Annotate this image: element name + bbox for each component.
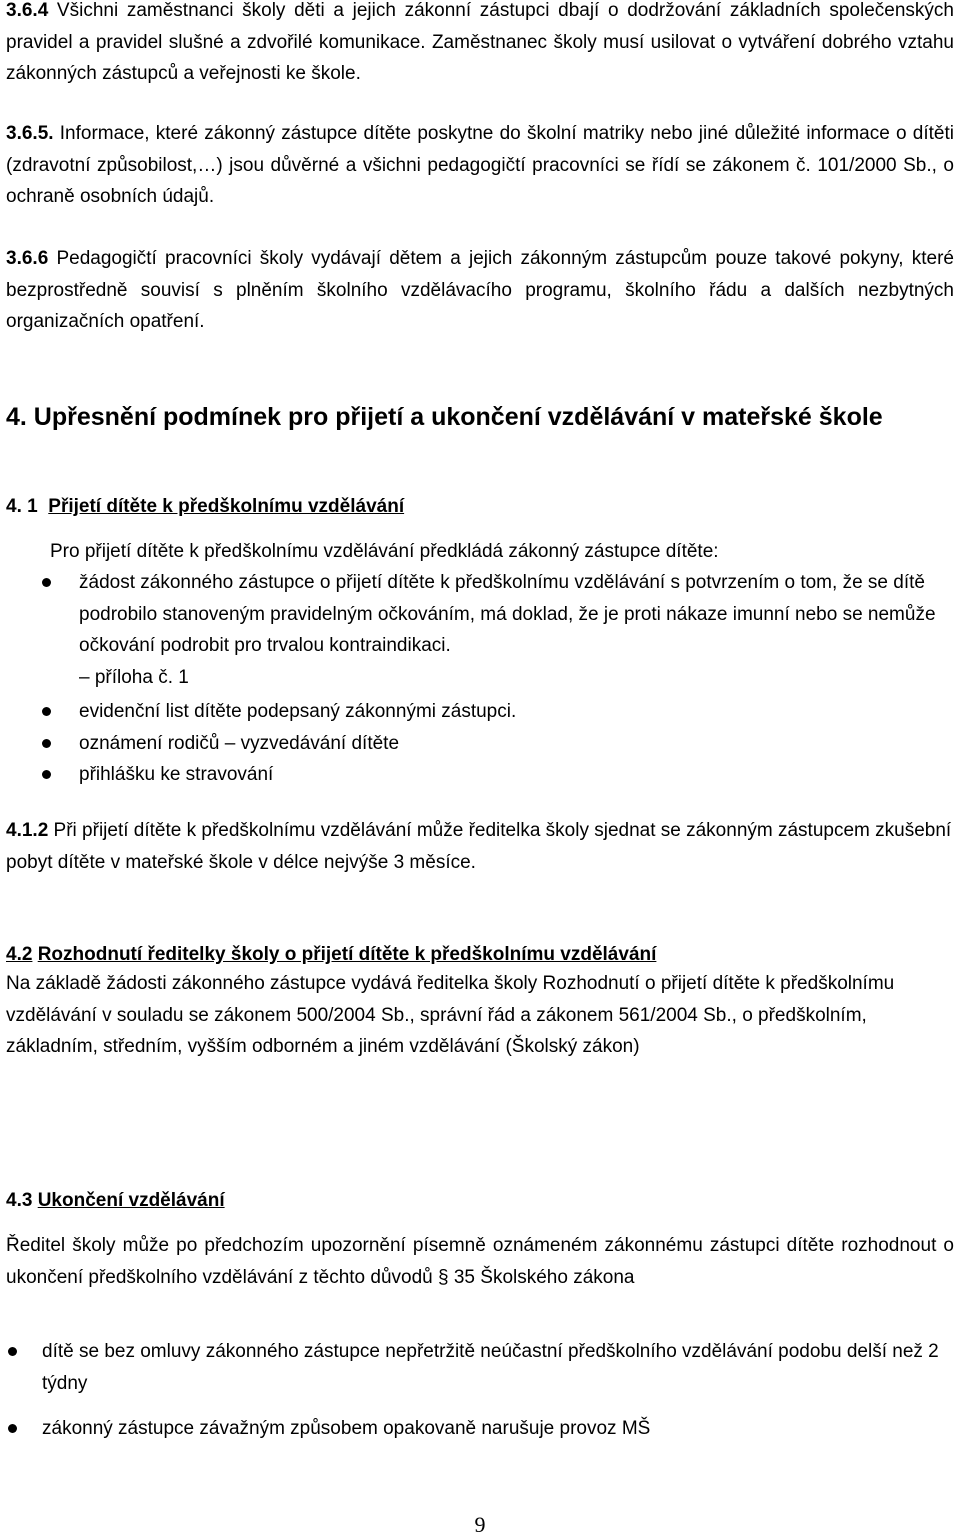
paragraph-3-6-6 — [6, 243, 954, 338]
list-item — [6, 696, 954, 728]
paragraph-text: Informace, které zákonný zástupce dítěte poskytne do školní matriky nebo jiné důležité informace o dítěti (zdravotní způsobilost,…) jsou důvěrné a všichni pedagogičtí pracovníci se řídí se zákonem č. 101/2000 Sb., o ochraně osobních údajů. — [6, 123, 954, 207]
subsection-number: 4.3 — [6, 1190, 33, 1211]
subsection-heading-4-2 — [6, 939, 954, 971]
paragraph-4-1-2 — [6, 815, 954, 878]
list-item — [6, 567, 954, 693]
subsection-heading-4-3 — [6, 1185, 954, 1217]
paragraph-number: 3.6.6 — [6, 248, 49, 269]
paragraph-3-6-5 — [6, 118, 954, 213]
bullet-icon — [8, 1347, 17, 1356]
bullet-icon — [42, 739, 51, 748]
subsection-number: 4. 1 — [6, 496, 38, 517]
list-item — [6, 1336, 954, 1399]
paragraph-4-2: Na základě žádosti zákonného zástupce vydává ředitelka školy Rozhodnutí o přijetí dítěte k předškolnímu vzdělávání v souladu se zákonem 500/2004 Sb., správní řád a zákonem 561/2004 Sb., o předškolním, základním, středním, vyšším odborném a jiném vzdělávání (Školský zákon) — [6, 973, 895, 1057]
paragraph-text: Všichni zaměstnanci školy děti a jejich zákonní zástupci dbají o dodržování základních společenských pravidel a pravidel slušné a zdvořilé komunikace. Zaměstnanec školy musí usilovat o vytváření dobrého vztahu zákonných zástupců a veřejnosti ke škole. — [6, 0, 954, 84]
list-item-text: přihlášku ke stravování — [79, 764, 274, 785]
termination-reasons-list — [6, 1336, 954, 1445]
paragraph-text: Při přijetí dítěte k předškolnímu vzdělávání může ředitelka školy sjednat se zákonným zástupcem zkušební pobyt dítěte v mateřské škole v délce nejvýše 3 měsíce. — [6, 820, 952, 873]
list-item-text: žádost zákonného zástupce o přijetí dítěte k předškolnímu vzdělávání s potvrzením o tom, že se dítě podrobilo stanoveným pravidelným očkováním, má doklad, že je proti nákaze imunní nebo se nemůže očkování podrobit pro trvalou kontraindikaci. — [79, 572, 936, 656]
paragraph-number: 3.6.4 — [6, 0, 49, 21]
list-item — [6, 728, 954, 760]
subsection-title: Ukončení vzdělávání — [37, 1190, 225, 1211]
annex-reference: – příloha č. 1 — [79, 666, 189, 688]
subsection-title: Přijetí dítěte k předškolnímu vzdělávání — [48, 496, 405, 517]
list-item — [6, 759, 954, 791]
list-item-text: oznámení rodičů – vyzvedávání dítěte — [79, 732, 400, 754]
admission-intro: Pro přijetí dítěte k předškolnímu vzdělávání předkládá zákonný zástupce dítěte: — [50, 541, 719, 562]
subsection-title: Rozhodnutí ředitelky školy o přijetí dítěte k předškolnímu vzdělávání — [37, 944, 657, 965]
list-item-text: evidenční list dítěte podepsaný zákonnými zástupci. — [79, 701, 517, 722]
page-number: 9 — [474, 1512, 486, 1537]
bullet-icon — [42, 578, 51, 587]
list-item-text: dítě se bez omluvy zákonného zástupce nepřetržitě neúčastní předškolního vzdělávání podobu delší než 2 týdny — [42, 1341, 939, 1394]
paragraph-text: Pedagogičtí pracovníci školy vydávají dětem a jejich zákonným zástupcům pouze takové pokyny, které bezprostředně souvisí s plněním školního vzdělávacího programu, školního řádu a dalších nezbytných organizačních opatření. — [6, 248, 954, 332]
bullet-icon — [8, 1424, 17, 1433]
section-heading: 4. Upřesnění podmínek pro přijetí a ukončení vzdělávání v mateřské škole — [6, 403, 883, 431]
bullet-icon — [42, 770, 51, 779]
subsection-heading-4-1 — [6, 491, 954, 523]
paragraph-number: 4.1.2 — [6, 820, 49, 841]
list-item-text: zákonný zástupce závažným způsobem opakovaně narušuje provoz MŠ — [42, 1418, 651, 1439]
subsection-number: 4.2 — [6, 944, 33, 965]
paragraph-4-3: Ředitel školy může po předchozím upozornění písemně oznámeném zákonnému zástupci dítěte rozhodnout o ukončení předškolního vzdělávání z těchto důvodů § 35 Školského zákona — [6, 1235, 954, 1288]
list-item — [6, 1413, 954, 1445]
admission-documents-list — [6, 567, 954, 791]
paragraph-3-6-4 — [6, 0, 954, 90]
bullet-icon — [42, 707, 51, 716]
paragraph-number: 3.6.5. — [6, 123, 54, 144]
